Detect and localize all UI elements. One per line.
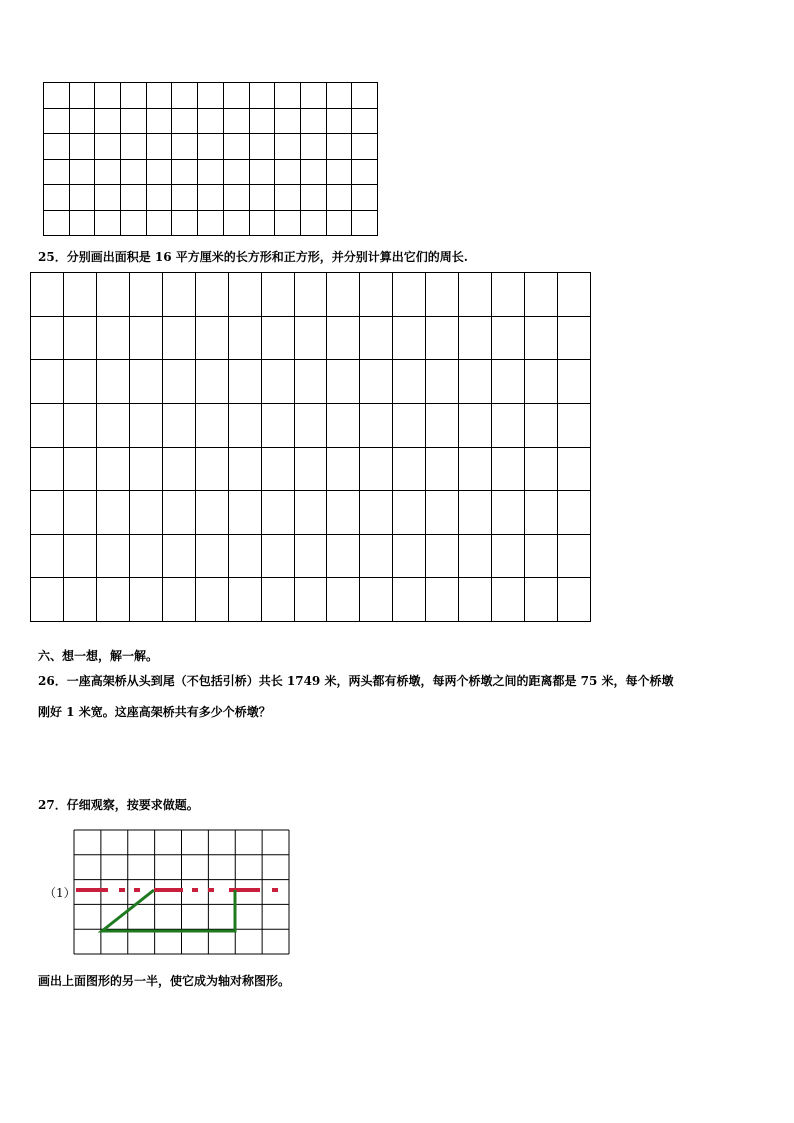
grid-cell — [525, 316, 558, 360]
grid-cell — [63, 447, 96, 491]
grid-cell — [558, 534, 591, 578]
grid-cell — [96, 578, 129, 622]
grid-cell — [129, 447, 162, 491]
grid-cell — [129, 360, 162, 404]
grid-cell — [492, 403, 525, 447]
grid-cell — [294, 360, 327, 404]
grid-cell — [129, 403, 162, 447]
grid-cell — [459, 316, 492, 360]
grid-cell — [558, 491, 591, 535]
grid-cell — [294, 316, 327, 360]
grid-cell — [228, 316, 261, 360]
grid-cell — [459, 403, 492, 447]
grid-cell — [261, 491, 294, 535]
grid-cell — [129, 534, 162, 578]
grid-cell — [393, 578, 426, 622]
grid-cell — [44, 210, 70, 236]
grid-cell — [327, 447, 360, 491]
grid-cell — [294, 273, 327, 317]
grid-cell — [558, 273, 591, 317]
grid-cell — [525, 491, 558, 535]
grid-cell — [360, 578, 393, 622]
grid-cell — [275, 210, 301, 236]
grid-cell — [393, 491, 426, 535]
grid-cell — [69, 83, 95, 109]
grid-cell — [300, 185, 326, 211]
grid-cell — [96, 273, 129, 317]
grid-cell — [162, 360, 195, 404]
q27-figure — [72, 828, 292, 958]
grid-cell — [63, 360, 96, 404]
grid-cell — [426, 403, 459, 447]
grid-cell — [198, 134, 224, 160]
grid-cell — [195, 491, 228, 535]
grid-cell — [558, 360, 591, 404]
grid-cell — [459, 360, 492, 404]
grid-cell — [129, 273, 162, 317]
grid-cell — [326, 185, 352, 211]
grid-cell — [31, 491, 64, 535]
grid-cell — [228, 534, 261, 578]
grid-cell — [525, 534, 558, 578]
half-shape — [102, 890, 235, 931]
grid-cell — [492, 491, 525, 535]
grid-cell — [525, 578, 558, 622]
grid-cell — [44, 108, 70, 134]
grid-cell — [198, 83, 224, 109]
q27-instruction: 画出上面图形的另一半，使它成为轴对称图形。 — [38, 974, 291, 988]
grid-cell — [327, 534, 360, 578]
grid-cell — [44, 159, 70, 185]
grid-cell — [95, 159, 121, 185]
grid-cell — [31, 273, 64, 317]
grid-cell — [172, 108, 198, 134]
grid-cell — [459, 273, 492, 317]
grid-cell — [31, 447, 64, 491]
grid-cell — [261, 273, 294, 317]
grid-cell — [69, 185, 95, 211]
grid-cell — [121, 210, 147, 236]
grid-row — [31, 447, 591, 491]
grid-cell — [326, 108, 352, 134]
grid-cell — [146, 83, 172, 109]
grid-cell — [121, 185, 147, 211]
grid-cell — [492, 316, 525, 360]
grid-cell — [393, 316, 426, 360]
q25-grid — [30, 272, 591, 622]
grid-cell — [459, 447, 492, 491]
grid-cell — [195, 578, 228, 622]
grid-cell — [352, 83, 378, 109]
grid-cell — [129, 578, 162, 622]
grid-cell — [195, 360, 228, 404]
grid-cell — [558, 447, 591, 491]
grid-cell — [223, 134, 249, 160]
grid-cell — [393, 447, 426, 491]
grid-cell — [249, 134, 275, 160]
grid-cell — [525, 360, 558, 404]
grid-row — [31, 316, 591, 360]
grid-cell — [63, 403, 96, 447]
q27-text: 27．仔细观察，按要求做题。 — [38, 798, 199, 812]
grid-cell — [195, 273, 228, 317]
grid-cell — [459, 491, 492, 535]
grid-cell — [327, 360, 360, 404]
grid-cell — [525, 447, 558, 491]
grid-cell — [129, 491, 162, 535]
grid-cell — [198, 185, 224, 211]
grid-cell — [95, 83, 121, 109]
grid-cell — [352, 108, 378, 134]
grid-cell — [360, 447, 393, 491]
grid-cell — [121, 83, 147, 109]
q26-line2: 刚好 1 米宽。这座高架桥共有多少个桥墩？ — [38, 705, 271, 719]
grid-cell — [146, 108, 172, 134]
grid-cell — [172, 83, 198, 109]
grid-cell — [352, 134, 378, 160]
grid-cell — [492, 534, 525, 578]
grid-cell — [426, 491, 459, 535]
grid-cell — [426, 273, 459, 317]
grid-cell — [198, 210, 224, 236]
grid-cell — [261, 316, 294, 360]
grid-cell — [426, 360, 459, 404]
grid-cell — [95, 134, 121, 160]
grid-cell — [275, 108, 301, 134]
grid-cell — [195, 534, 228, 578]
q25-text: 25．分别画出面积是 16 平方厘米的长方形和正方形，并分别计算出它们的周长. — [38, 250, 468, 264]
grid-cell — [162, 578, 195, 622]
grid-cell — [327, 273, 360, 317]
grid-cell — [96, 403, 129, 447]
grid-cell — [69, 134, 95, 160]
grid-cell — [426, 578, 459, 622]
section6-title: 六、想一想，解一解。 — [38, 649, 159, 663]
grid-cell — [459, 534, 492, 578]
grid-cell — [360, 403, 393, 447]
grid-cell — [327, 403, 360, 447]
grid-cell — [294, 447, 327, 491]
grid-cell — [121, 159, 147, 185]
grid-cell — [300, 83, 326, 109]
grid-cell — [198, 159, 224, 185]
grid-cell — [95, 108, 121, 134]
grid-cell — [146, 159, 172, 185]
grid-cell — [275, 159, 301, 185]
grid-cell — [228, 360, 261, 404]
q27-sub-label: （1） — [44, 886, 76, 900]
grid-cell — [223, 83, 249, 109]
grid-cell — [300, 210, 326, 236]
grid-cell — [249, 185, 275, 211]
grid-cell — [31, 360, 64, 404]
grid-cell — [426, 447, 459, 491]
grid-cell — [352, 210, 378, 236]
grid-cell — [249, 210, 275, 236]
grid-cell — [172, 210, 198, 236]
grid-cell — [44, 185, 70, 211]
grid-cell — [162, 273, 195, 317]
grid-cell — [261, 360, 294, 404]
grid-cell — [195, 316, 228, 360]
grid-cell — [31, 534, 64, 578]
q26-line1: 26．一座高架桥从头到尾（不包括引桥）共长 1749 米，两头都有桥墩，每两个桥墩之间的距离都是 75 米，每个桥墩 — [38, 674, 674, 688]
grid-cell — [198, 108, 224, 134]
grid-cell — [146, 134, 172, 160]
grid-cell — [393, 403, 426, 447]
grid-cell — [249, 159, 275, 185]
grid-cell — [223, 108, 249, 134]
grid-cell — [261, 534, 294, 578]
grid-cell — [300, 134, 326, 160]
grid-row — [44, 210, 378, 236]
grid-cell — [492, 578, 525, 622]
grid-cell — [96, 534, 129, 578]
grid-cell — [261, 403, 294, 447]
grid-cell — [249, 83, 275, 109]
grid-cell — [300, 159, 326, 185]
grid-cell — [195, 447, 228, 491]
grid-cell — [426, 534, 459, 578]
grid-cell — [459, 578, 492, 622]
grid-cell — [275, 185, 301, 211]
grid-cell — [492, 360, 525, 404]
grid-cell — [146, 210, 172, 236]
grid-cell — [69, 159, 95, 185]
grid-cell — [492, 273, 525, 317]
grid-cell — [352, 159, 378, 185]
grid-cell — [228, 491, 261, 535]
grid-cell — [63, 316, 96, 360]
grid-cell — [31, 578, 64, 622]
grid-row — [31, 273, 591, 317]
grid-row — [44, 83, 378, 109]
grid-cell — [172, 159, 198, 185]
grid-cell — [31, 403, 64, 447]
grid-cell — [393, 534, 426, 578]
grid-row — [31, 491, 591, 535]
grid-cell — [129, 316, 162, 360]
grid-cell — [172, 185, 198, 211]
grid-row — [31, 534, 591, 578]
grid-cell — [162, 403, 195, 447]
grid-cell — [63, 273, 96, 317]
grid-cell — [121, 134, 147, 160]
top-grid — [43, 82, 378, 236]
grid-row — [44, 134, 378, 160]
grid-cell — [275, 134, 301, 160]
grid-cell — [96, 316, 129, 360]
grid-cell — [393, 273, 426, 317]
grid-cell — [327, 491, 360, 535]
grid-cell — [558, 316, 591, 360]
grid-cell — [228, 273, 261, 317]
grid-cell — [69, 108, 95, 134]
grid-cell — [352, 185, 378, 211]
grid-cell — [360, 360, 393, 404]
grid-cell — [327, 316, 360, 360]
grid-cell — [360, 316, 393, 360]
grid-cell — [172, 134, 198, 160]
grid-cell — [63, 578, 96, 622]
grid-cell — [326, 210, 352, 236]
grid-cell — [294, 578, 327, 622]
grid-cell — [95, 210, 121, 236]
grid-cell — [195, 403, 228, 447]
grid-cell — [261, 447, 294, 491]
grid-row — [44, 108, 378, 134]
grid-cell — [223, 159, 249, 185]
grid-cell — [294, 403, 327, 447]
grid-cell — [326, 159, 352, 185]
grid-cell — [360, 491, 393, 535]
grid-cell — [492, 447, 525, 491]
grid-cell — [426, 316, 459, 360]
grid-cell — [96, 360, 129, 404]
grid-row — [31, 403, 591, 447]
grid-cell — [525, 403, 558, 447]
grid-cell — [294, 491, 327, 535]
grid-row — [44, 159, 378, 185]
grid-cell — [275, 83, 301, 109]
grid-cell — [228, 447, 261, 491]
grid-cell — [261, 578, 294, 622]
grid-cell — [162, 447, 195, 491]
grid-row — [31, 578, 591, 622]
grid-cell — [95, 185, 121, 211]
grid-cell — [146, 185, 172, 211]
grid-cell — [44, 83, 70, 109]
grid-cell — [96, 491, 129, 535]
grid-cell — [162, 491, 195, 535]
grid-row — [31, 360, 591, 404]
grid-cell — [228, 578, 261, 622]
grid-cell — [249, 108, 275, 134]
grid-cell — [63, 491, 96, 535]
grid-cell — [360, 534, 393, 578]
grid-cell — [294, 534, 327, 578]
grid-cell — [223, 185, 249, 211]
grid-cell — [300, 108, 326, 134]
grid-cell — [63, 534, 96, 578]
grid-cell — [326, 134, 352, 160]
grid-cell — [44, 134, 70, 160]
grid-cell — [162, 534, 195, 578]
grid-cell — [96, 447, 129, 491]
grid-cell — [228, 403, 261, 447]
grid-cell — [327, 578, 360, 622]
grid-row — [44, 185, 378, 211]
grid-cell — [558, 403, 591, 447]
grid-cell — [558, 578, 591, 622]
grid-cell — [121, 108, 147, 134]
grid-cell — [31, 316, 64, 360]
grid-cell — [326, 83, 352, 109]
grid-cell — [525, 273, 558, 317]
grid-cell — [162, 316, 195, 360]
grid-cell — [69, 210, 95, 236]
grid-cell — [360, 273, 393, 317]
grid-cell — [223, 210, 249, 236]
grid-cell — [393, 360, 426, 404]
